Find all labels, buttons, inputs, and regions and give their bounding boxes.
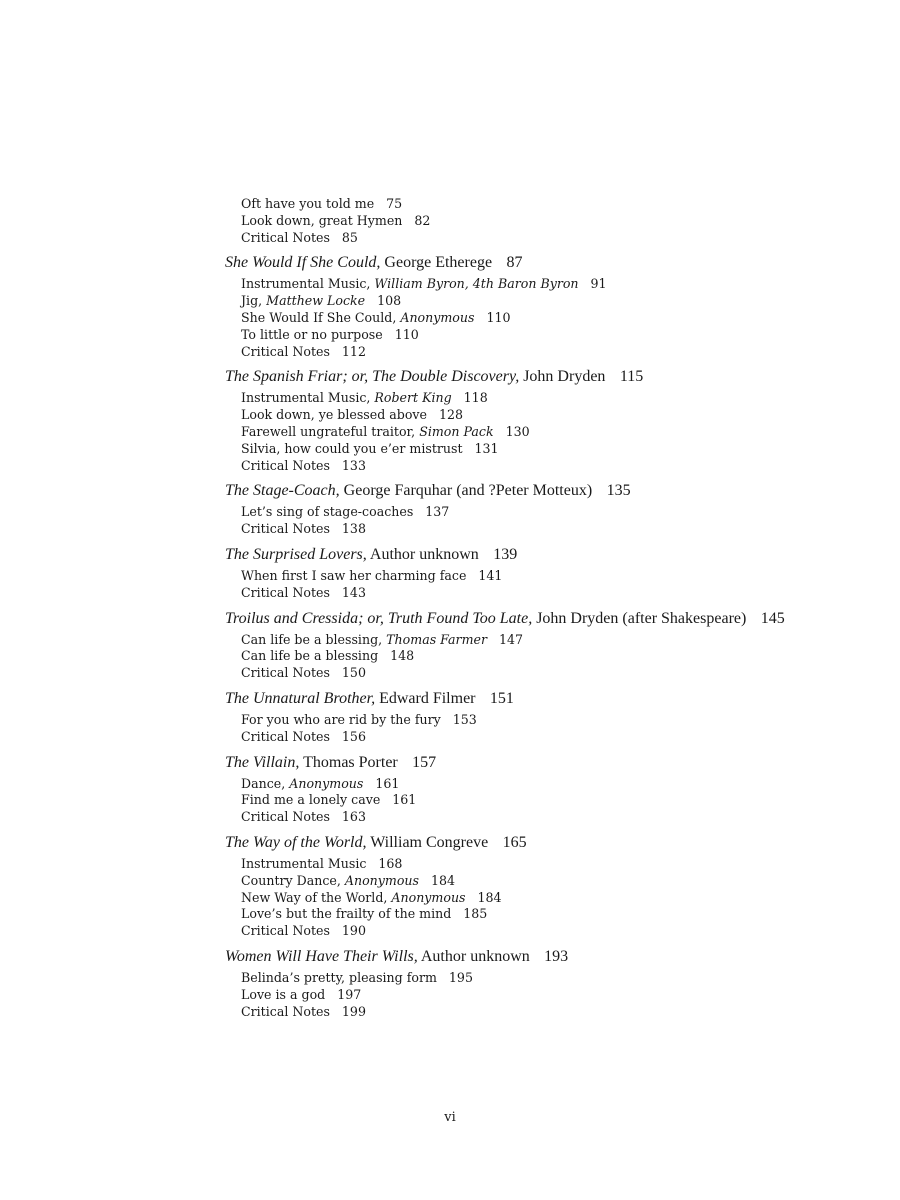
item-page-number: 156 [341,728,366,744]
item-page-number: 138 [341,521,366,537]
toc-entry [225,252,865,360]
toc-entry [225,832,865,940]
play-heading [225,688,865,710]
item-title: Critical Notes [241,923,330,939]
toc-item [241,344,865,361]
item-page-number: 195 [448,969,473,985]
item-page-number: 161 [392,792,417,808]
play-title: Troilus and Cressida; or, Truth Found Too Late, [225,609,533,627]
item-title: For you who are rid by the fury [241,711,441,727]
toc-item [241,729,865,746]
toc-item [241,792,865,809]
play-author: John Dryden [523,368,606,386]
item-composer: Thomas Farmer [386,631,487,647]
play-author: John Dryden (after Shakespeare) [536,609,747,627]
play-title: The Villain, [225,753,300,771]
toc-item [241,568,865,585]
item-title: Instrumental Music, [241,390,371,406]
item-title: Instrumental Music, [241,276,371,292]
item-page-number: 197 [337,986,362,1002]
item-page-number: 133 [341,457,366,473]
item-title: Love is a god [241,986,326,1002]
item-title: Let’s sing of stage-coaches [241,504,414,520]
play-author: Author unknown [420,947,530,965]
play-page-number: 115 [619,368,644,386]
toc-item [241,648,865,665]
play-author: George Etherege [384,254,493,272]
item-title: Critical Notes [241,1003,330,1019]
item-title: Dance, [241,775,286,791]
play-heading [225,366,865,388]
item-title: Find me a lonely cave [241,792,381,808]
item-composer: Anonymous [400,309,475,325]
toc-item [241,906,865,923]
play-author: William Congreve [370,833,489,851]
item-title: New Way of the World, [241,889,388,905]
item-page-number: 91 [590,276,607,292]
item-title: Silvia, how could you e’er mistrust [241,440,463,456]
item-title: Instrumental Music [241,855,367,871]
toc-item [241,407,865,424]
item-title: Belinda’s pretty, pleasing form [241,969,437,985]
play-heading [225,752,865,774]
toc-item [241,923,865,940]
play-page-number: 139 [493,545,518,563]
item-composer: William Byron, 4th Baron Byron [374,276,579,292]
play-heading [225,544,865,566]
continued-entry-items [225,196,865,246]
play-page-number: 135 [606,482,631,500]
play-title: The Stage-Coach, [225,482,340,500]
item-title: Oft have you told me [241,196,375,211]
play-author: George Farquhar (and ?Peter Motteux) [343,482,593,500]
item-page-number: 184 [477,889,502,905]
play-author: Thomas Porter [303,753,398,771]
table-of-contents [225,196,865,1020]
toc-item [241,390,865,407]
item-page-number: 161 [375,775,400,791]
play-title: She Would If She Could, [225,254,381,272]
item-page-number: 141 [478,567,503,583]
item-page-number: 163 [341,809,366,825]
toc-item [241,987,865,1004]
toc-item [241,213,865,230]
toc-item [241,1004,865,1021]
toc-item [241,196,865,213]
item-page-number: 190 [341,923,366,939]
play-page-number: 87 [506,254,523,272]
item-title: When first I saw her charming face [241,567,467,583]
item-composer: Matthew Locke [266,293,366,309]
toc-entry [225,480,865,538]
play-title: The Unnatural Brother, [225,689,376,707]
play-heading [225,480,865,502]
play-author: Author unknown [369,545,479,563]
toc-item [241,230,865,247]
toc-item [241,776,865,793]
play-title: The Spanish Friar; or, The Double Discovery, [225,368,520,386]
item-title: Jig, [241,293,263,309]
play-heading [225,832,865,854]
item-page-number: 153 [452,711,477,727]
item-title: Can life be a blessing, [241,631,383,647]
item-title: Love’s but the frailty of the mind [241,906,452,922]
item-title: Critical Notes [241,343,330,359]
item-page-number: 112 [341,343,366,359]
play-title: The Way of the World, [225,833,367,851]
play-page-number: 151 [489,689,514,707]
item-composer: Anonymous [391,889,466,905]
item-page-number: 75 [386,196,403,211]
item-page-number: 143 [341,584,366,600]
item-page-number: 184 [430,872,456,888]
item-title: She Would If She Could, [241,309,397,325]
toc-item [241,585,865,602]
item-page-number: 168 [378,855,403,871]
item-composer: Anonymous [289,775,364,791]
item-page-number: 128 [438,407,463,423]
toc-item [241,276,865,293]
toc-item [241,873,865,890]
toc-item [241,293,865,310]
item-title: Critical Notes [241,457,330,473]
toc-item [241,890,865,907]
item-page-number: 147 [498,631,524,647]
item-title: Country Dance, [241,872,341,888]
play-title: Women Will Have Their Wills, [225,947,418,965]
item-page-number: 185 [463,906,488,922]
item-composer: Robert King [374,390,452,406]
item-page-number: 85 [341,229,358,245]
item-title: Look down, great Hymen [241,212,403,228]
page-number: vi [444,1110,456,1125]
item-title: To little or no purpose [241,326,383,342]
toc-entry [225,752,865,826]
toc-item [241,327,865,344]
item-page-number: 150 [341,665,366,681]
toc-entry [225,946,865,1020]
play-heading [225,608,865,630]
item-composer: Simon Pack [419,423,494,439]
item-page-number: 118 [463,390,488,406]
toc-item [241,521,865,538]
play-author: Edward Filmer [379,689,476,707]
toc-entry [225,688,865,746]
toc-item [241,504,865,521]
item-title: Critical Notes [241,229,330,245]
item-page-number: 137 [425,504,450,520]
toc-entry [225,608,865,682]
item-page-number: 130 [505,423,530,439]
play-title: The Surprised Lovers, [225,545,367,563]
toc-entry [225,544,865,602]
toc-item [241,712,865,729]
entries-list [225,252,865,1020]
play-page-number: 157 [412,753,437,771]
play-page-number: 165 [502,833,527,851]
item-title: Critical Notes [241,665,330,681]
item-page-number: 108 [377,293,402,309]
item-page-number: 148 [390,648,415,664]
toc-item [241,856,865,873]
item-page-number: 199 [341,1003,366,1019]
item-title: Can life be a blessing [241,648,379,664]
item-title: Farewell ungrateful traitor, [241,423,416,439]
play-page-number: 193 [544,947,569,965]
item-title: Critical Notes [241,521,330,537]
item-title: Critical Notes [241,584,330,600]
toc-item [241,424,865,441]
item-title: Look down, ye blessed above [241,407,427,423]
item-title: Critical Notes [241,728,330,744]
item-composer: Anonymous [344,872,420,888]
toc-item [241,310,865,327]
play-heading [225,946,865,968]
item-page-number: 110 [486,309,511,325]
item-page-number: 82 [414,212,431,228]
item-page-number: 131 [474,440,499,456]
toc-item [241,458,865,475]
item-title: Critical Notes [241,809,330,825]
toc-entry [225,366,865,474]
toc-item [241,809,865,826]
toc-item [241,665,865,682]
toc-item [241,441,865,458]
play-heading [225,252,865,274]
play-page-number: 145 [760,609,785,627]
toc-item [241,970,865,987]
toc-item [241,632,865,649]
item-page-number: 110 [394,326,419,342]
